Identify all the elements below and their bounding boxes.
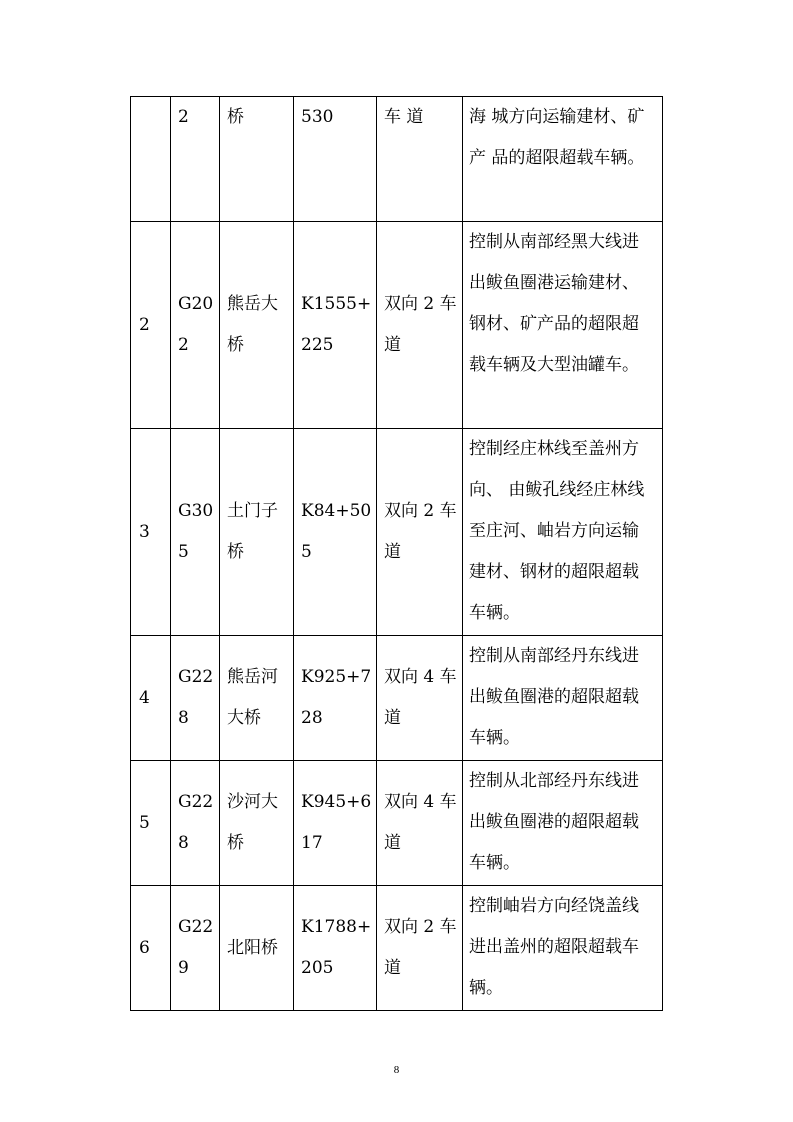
bridge-name-cell xyxy=(220,97,294,222)
row-number-cell xyxy=(131,222,171,429)
lane-count: 车 道 xyxy=(384,107,424,127)
lanes-cell xyxy=(377,222,463,429)
route-cell xyxy=(171,761,220,886)
lane-count: 双向 2 车 道 xyxy=(384,917,457,978)
stake-number: K1788+205 xyxy=(301,917,372,978)
description-cell xyxy=(463,886,663,1011)
route-code: G202 xyxy=(178,294,214,355)
checkpoint-table xyxy=(130,96,663,1011)
table-row xyxy=(131,429,663,636)
route-cell xyxy=(171,97,220,222)
control-description: 控制岫岩方向经饶盖线 进出盖州的超限超载车 辆。 xyxy=(469,896,639,998)
route-cell xyxy=(171,636,220,761)
control-description: 控制从南部经黑大线进 出鲅鱼圈港运输建材、 钢材、矿产品的超限超 载车辆及大型油罐车。 xyxy=(469,232,639,375)
lane-count: 双向 4 车 道 xyxy=(384,667,457,728)
route-code: G228 xyxy=(178,792,214,853)
stake-cell xyxy=(294,222,377,429)
route-cell xyxy=(171,222,220,429)
stake-number: K945+617 xyxy=(301,792,372,853)
route-code: G305 xyxy=(178,501,214,562)
control-description: 海 城方向运输建材、矿产 品的超限超载车辆。 xyxy=(469,107,645,168)
lane-count: 双向 4 车 道 xyxy=(384,792,457,853)
row-number: 4 xyxy=(139,687,150,708)
table-row xyxy=(131,886,663,1011)
description-cell xyxy=(463,97,663,222)
control-description: 控制从北部经丹东线进 出鲅鱼圈港的超限超载 车辆。 xyxy=(469,771,639,873)
description-cell xyxy=(463,222,663,429)
route-code: 2 xyxy=(178,107,189,127)
stake-cell xyxy=(294,429,377,636)
bridge-name: 桥 xyxy=(227,107,244,127)
lanes-cell xyxy=(377,636,463,761)
row-number-cell xyxy=(131,429,171,636)
route-code: G229 xyxy=(178,917,214,978)
bridge-name-cell xyxy=(220,636,294,761)
bridge-name-cell xyxy=(220,886,294,1011)
description-cell xyxy=(463,636,663,761)
route-cell xyxy=(171,429,220,636)
stake-cell xyxy=(294,97,377,222)
lane-count: 双向 2 车 道 xyxy=(384,501,457,562)
row-number-cell xyxy=(131,97,171,222)
row-number: 3 xyxy=(139,521,150,542)
description-cell xyxy=(463,761,663,886)
row-number: 2 xyxy=(139,314,150,335)
table-row xyxy=(131,636,663,761)
stake-number: K1555+225 xyxy=(301,294,372,355)
bridge-name-cell xyxy=(220,222,294,429)
row-number-cell xyxy=(131,761,171,886)
table-row xyxy=(131,222,663,429)
bridge-name-cell xyxy=(220,429,294,636)
description-cell xyxy=(463,429,663,636)
bridge-name: 熊岳河大桥 xyxy=(227,667,278,728)
bridge-name: 熊岳大桥 xyxy=(227,294,278,355)
row-number-cell xyxy=(131,886,171,1011)
table-row xyxy=(131,97,663,222)
stake-cell xyxy=(294,761,377,886)
table-row xyxy=(131,761,663,886)
lanes-cell xyxy=(377,886,463,1011)
bridge-name-cell xyxy=(220,761,294,886)
control-description: 控制从南部经丹东线进 出鲅鱼圈港的超限超载 车辆。 xyxy=(469,646,639,748)
lanes-cell xyxy=(377,761,463,886)
stake-number: K925+728 xyxy=(301,667,372,728)
bridge-name: 北阳桥 xyxy=(227,937,278,958)
lanes-cell xyxy=(377,429,463,636)
route-cell xyxy=(171,886,220,1011)
bridge-name: 土门子桥 xyxy=(227,501,278,562)
lanes-cell xyxy=(377,97,463,222)
stake-number: K84+505 xyxy=(301,501,372,562)
row-number-cell xyxy=(131,636,171,761)
page-number: 8 xyxy=(393,1064,400,1076)
stake-cell xyxy=(294,886,377,1011)
route-code: G228 xyxy=(178,667,214,728)
bridge-name: 沙河大桥 xyxy=(227,792,278,853)
stake-number: 530 xyxy=(301,107,334,127)
row-number: 6 xyxy=(139,937,150,958)
stake-cell xyxy=(294,636,377,761)
control-description: 控制经庄林线至盖州方 向、 由鲅孔线经庄林线 至庄河、岫岩方向运输 建材、钢材的超限超载 车辆。 xyxy=(469,439,645,623)
row-number: 5 xyxy=(139,812,150,833)
lane-count: 双向 2 车 道 xyxy=(384,294,457,355)
